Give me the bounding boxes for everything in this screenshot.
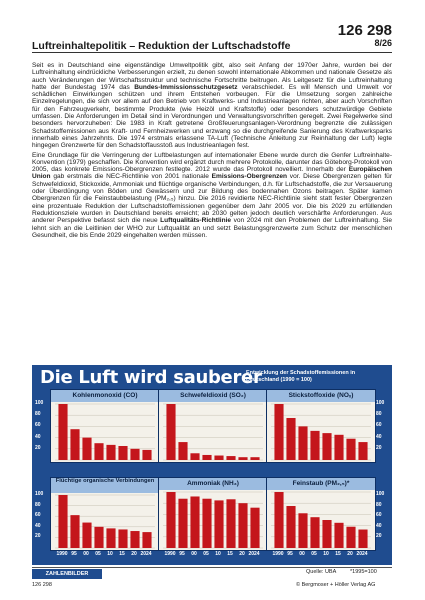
bar	[70, 515, 79, 548]
bar	[346, 439, 355, 460]
chart-panel	[158, 477, 268, 551]
panel-plot	[51, 478, 159, 550]
x-tick-label: 00	[191, 551, 197, 557]
bar	[178, 442, 187, 460]
brand-logo: ZAHLENBILDER	[32, 569, 102, 579]
bar	[190, 453, 199, 460]
footer-source: Quelle: UBA	[306, 569, 337, 575]
bar	[118, 446, 127, 460]
y-tick-label: 20	[35, 444, 41, 451]
y-tick-label: 100	[376, 400, 385, 406]
panel-plot	[159, 478, 267, 550]
bar	[94, 443, 103, 460]
bar	[310, 517, 319, 548]
bar	[238, 457, 247, 460]
x-tick-label: 20	[131, 551, 137, 557]
bar	[358, 530, 367, 548]
chart-infographic	[32, 365, 392, 565]
bold-term: Emissions-Obergrenzen	[211, 173, 287, 181]
x-tick-label: 1990	[56, 551, 68, 557]
x-tick-label: 20	[347, 551, 353, 557]
panel-label: Stickstoffoxide (NOₓ)	[267, 390, 375, 402]
bar	[334, 523, 343, 548]
x-tick-label: 05	[311, 551, 317, 557]
y-tick-label: 60	[35, 512, 41, 519]
bold-term: Bundes-Immissionsschutzgesetz	[134, 83, 238, 91]
bold-term: Europäischen Union	[32, 166, 392, 181]
bar	[70, 429, 79, 460]
x-tick-label: 2024	[140, 551, 152, 557]
y-tick-label: 20	[35, 533, 41, 540]
panel-label: Ammoniak (NH₃)	[159, 478, 267, 490]
bar	[286, 418, 295, 460]
y-tick-label: 40	[35, 522, 41, 529]
x-tick-label: 2024	[248, 551, 260, 557]
bar	[58, 404, 67, 460]
bar	[298, 513, 307, 548]
bar	[106, 528, 115, 548]
chart-panel	[158, 389, 268, 463]
bar	[166, 492, 175, 548]
bar	[130, 449, 139, 460]
bar	[82, 438, 91, 460]
paragraph	[32, 62, 392, 150]
x-tick-label: 1990	[272, 551, 284, 557]
bar	[82, 523, 91, 548]
panel-label: Flüchtige organische Verbindungen	[51, 478, 159, 493]
bar	[274, 404, 283, 460]
bar	[310, 431, 319, 460]
y-tick-label: 80	[35, 501, 41, 508]
chart-subtitle: Entwicklung der Schadstoffemissionen in Deutschland (1990 = 100)	[246, 370, 356, 383]
text-run: Seit es in Deutschland eine eigenständige Umweltpolitik gibt, also seit Anfang der 1970er Jahre, wurden bei der Luftreinhaltung eindrückliche Verbesserungen erzielt, zu denen sowohl internationale Abkommen und nationale Gesetze als auch Veränderungen der Wirtschaftsstruktur und technische Fortschritte beitrugen. Als Leitgesetz für die Luftreinhaltung hatte der Bundestag 1974 das	[32, 62, 392, 91]
y-tick-label: 40	[376, 522, 382, 529]
x-tick-label: 05	[95, 551, 101, 557]
x-tick-label: 1990	[164, 551, 176, 557]
bar	[178, 499, 187, 548]
bar	[202, 455, 211, 460]
bar	[358, 442, 367, 460]
bar	[106, 445, 115, 460]
x-tick-label: 10	[215, 551, 221, 557]
text-run: verabschiedet. Es will Mensch und Umwelt vor schädlichen Einwirkungen schützen und ihrem Entstehen vorbeugen. Für die Umsetzung sorgen zahlreiche Einzelregelungen, die sich vor allem auf den Betrieb von Kraftwerks- und Industrieanlagen richten, aber auch Vorschriften für den Fahrzeugverkehr, bestimmte Produkte (wie Heizöl und Kraftstoffe) oder besonders schutzwürdige Gebiete umfassen. Die Anforderungen im Detail sind in Verordnungen und Verwaltungsvorschriften geregelt. Zwei Regelwerke sind besonders hervorzuheben: Die 1983 in Kraft getretene Großfeuerungsanlagen-Verordnung begrenzte die zulässigen Schadstoffemissionen aus Kraft- und Fernheizwerken und erzwang so die durchgreifende Sanierung des Kraftwerksparks innerhalb eines Jahrzehnts. Die 1974 erstmals erlassene TA-Luft (Technische Anleitung zur Reinhaltung der Luft) legte hingegen Grenzwerte für den Schadstoffausstoß aus Industrieanlagen fest.	[32, 83, 393, 150]
y-tick-label: 100	[35, 491, 44, 497]
panel-label: Kohlenmonoxid (CO)	[51, 390, 159, 402]
x-tick-label: 10	[107, 551, 113, 557]
bar	[142, 532, 151, 548]
x-tick-label: 15	[119, 551, 125, 557]
y-tick-label: 20	[376, 444, 382, 451]
panel-label: Schwefeldioxid (SO₂)	[159, 390, 267, 402]
x-tick-label: 15	[227, 551, 233, 557]
bar	[322, 433, 331, 460]
x-tick-label: 95	[287, 551, 293, 557]
bar	[322, 520, 331, 548]
y-tick-label: 20	[376, 533, 382, 540]
panel-label: Feinstaub (PM₂,₅)*	[267, 478, 375, 490]
y-tick-label: 40	[35, 433, 41, 440]
y-tick-label: 80	[35, 411, 41, 418]
paragraph	[32, 152, 392, 240]
page-header	[32, 22, 392, 50]
text-run: von 2024 mit den Problemen der Luftreinhaltung. Sie lehnt sich an die Leitlinien der WHO zur Luftqualität an und setzt Belastungsgrenzwerte zum Schutz der menschlichen Gesundheit, die bis Ende 2029 eingehalten werden müssen.	[32, 217, 392, 239]
panel-plot	[51, 390, 159, 462]
y-tick-label: 80	[376, 501, 382, 508]
bar	[346, 527, 355, 548]
y-tick-label: 60	[376, 422, 382, 429]
x-tick-label: 00	[83, 551, 89, 557]
panel-plot	[267, 390, 375, 462]
bar	[226, 456, 235, 460]
chart-title: Die Luft wird sauberer	[40, 367, 262, 388]
bar	[298, 426, 307, 460]
y-tick-label: 80	[376, 411, 382, 418]
x-tick-label: 15	[335, 551, 341, 557]
bar	[118, 529, 127, 548]
bar	[202, 499, 211, 548]
bar	[274, 492, 283, 548]
panel-plot	[267, 478, 375, 550]
bar	[334, 435, 343, 460]
chart-panel	[266, 477, 376, 551]
bar	[190, 496, 199, 548]
panel-plot	[159, 390, 267, 462]
y-tick-label: 60	[35, 422, 41, 429]
x-tick-label: 95	[179, 551, 185, 557]
bar	[214, 456, 223, 460]
bar	[250, 508, 259, 548]
chart-panel	[50, 389, 160, 463]
y-tick-label: 60	[376, 512, 382, 519]
page-title: Luftreinhaltepolitik – Reduktion der Luftschadstoffe	[32, 40, 291, 52]
text-run: Eine Grundlage für die Verringerung der Luftbelastungen auf internationaler Ebene wurde durch die Genfer Luftreinhalte-Konvention (1979) geschaffen. Die Konvention wird ergänzt durch mehrere Protokolle, darunter das Göteborg-Protokoll von 2005, das konkrete Emissions-Obergrenzen festlegte. 2012 wurde das Protokoll novelliert. Innerhalb der	[32, 151, 392, 174]
page-number: 126 298	[337, 22, 392, 39]
text-run: gab erstmals die NEC-Richtlinie von 2001 nationale	[50, 173, 212, 181]
footer-publisher: © Bergmoser + Höller Verlag AG	[296, 582, 376, 588]
y-tick-label: 100	[35, 400, 44, 406]
x-tick-label: 20	[239, 551, 245, 557]
body-text	[32, 62, 392, 241]
bar	[226, 499, 235, 548]
chart-panel	[50, 477, 160, 551]
bar	[250, 457, 259, 460]
chart-panel	[266, 389, 376, 463]
y-tick-label: 100	[376, 491, 385, 497]
page-subnumber: 8/26	[374, 38, 392, 48]
footer-code: 126 298	[32, 582, 52, 588]
text-run: vor. Diese Obergrenzen gelten für Schwefeldioxid, Stickoxide, Ammoniak und flüchtige organische Verbindungen, d.h. für Luftschadstoffe, die zur Versauerung oder Überdüngung von Böden und Gewässern und zur Bildung des bodennahen Ozons beitragen. Später kamen Obergrenzen für die Feinstaubbelastung (PM₂,₅) hinzu. Die 2016 revidierte NEC-Richtlinie sieht statt fester Obergrenzen eine prozentuale Reduktion der Luftschadstoffemissionen gegenüber dem Jahr 2005 vor. Die bis 2029 zu erfüllenden Reduktionsziele wurden in Deutschland bereits erreicht; ab 2030 gelten jedoch deutlich verschärfte Anforderungen. Aus anderer Perspektive befasst sich die neue	[32, 173, 393, 225]
footer-divider	[32, 567, 392, 568]
bar	[214, 500, 223, 548]
bar	[238, 503, 247, 548]
footer-note: *1995=100	[350, 569, 377, 575]
bar	[142, 450, 151, 460]
bar	[166, 404, 175, 460]
x-tick-label: 05	[203, 551, 209, 557]
x-tick-label: 2024	[356, 551, 368, 557]
x-tick-label: 00	[299, 551, 305, 557]
bar	[130, 531, 139, 548]
bar	[58, 495, 67, 548]
y-tick-label: 40	[376, 433, 382, 440]
x-tick-label: 95	[71, 551, 77, 557]
header-divider	[32, 52, 392, 53]
x-tick-label: 10	[323, 551, 329, 557]
bar	[94, 527, 103, 548]
bar	[286, 506, 295, 548]
bold-term: Luftqualitäts-Richtlinie	[160, 217, 232, 225]
